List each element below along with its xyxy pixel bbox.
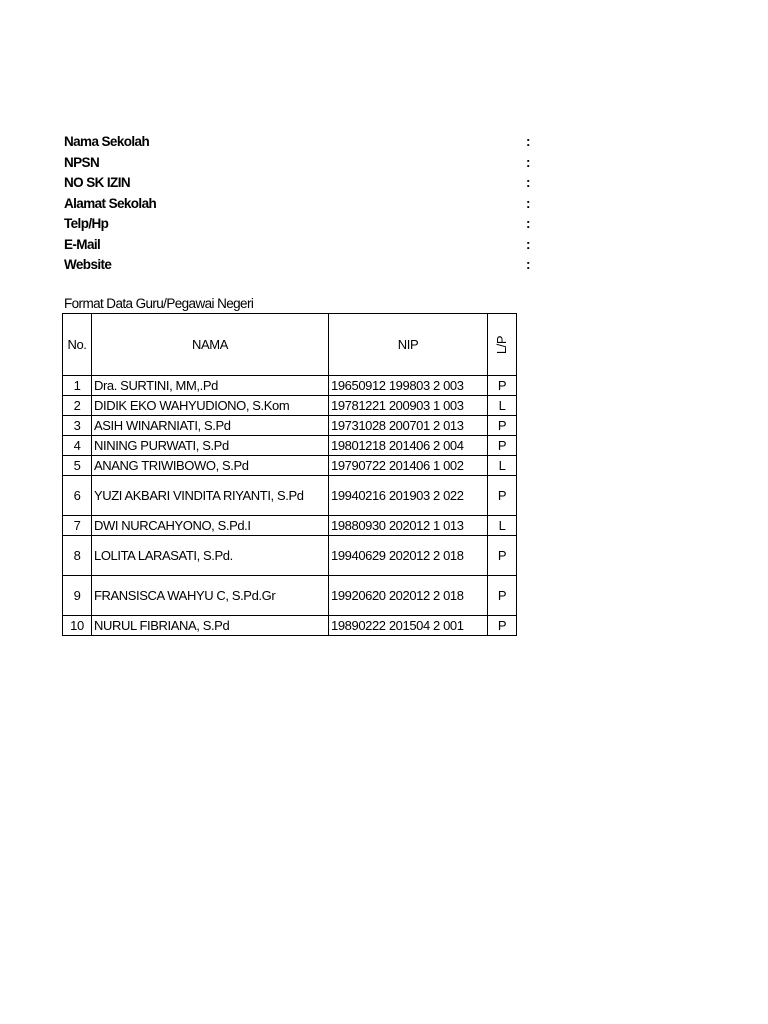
cell-no: 6 xyxy=(63,476,92,516)
cell-nip: 19880930 202012 1 013 xyxy=(329,516,488,536)
info-row-npsn xyxy=(64,153,534,174)
cell-nip: 19790722 201406 1 002 xyxy=(329,456,488,476)
cell-nip: 19781221 200903 1 003 xyxy=(329,396,488,416)
table-row xyxy=(63,396,517,416)
cell-no: 10 xyxy=(63,616,92,636)
info-colon: : xyxy=(526,175,530,190)
cell-nip: 19650912 199803 2 003 xyxy=(329,376,488,396)
header-nama: NAMA xyxy=(92,314,329,376)
school-info-block xyxy=(64,132,534,276)
cell-lp: P xyxy=(488,576,517,616)
info-colon: : xyxy=(526,257,530,272)
info-label: NPSN xyxy=(64,154,100,170)
cell-no: 5 xyxy=(63,456,92,476)
cell-nama: LOLITA LARASATI, S.Pd. xyxy=(92,536,329,576)
cell-lp: L xyxy=(488,396,517,416)
table-row xyxy=(63,436,517,456)
cell-nip: 19940629 202012 2 018 xyxy=(329,536,488,576)
info-colon: : xyxy=(526,195,530,211)
cell-lp: L xyxy=(488,456,517,476)
info-colon: : xyxy=(526,134,530,149)
cell-no: 4 xyxy=(63,436,92,456)
cell-lp: P xyxy=(488,476,517,516)
info-label: E-Mail xyxy=(64,236,101,252)
cell-no: 9 xyxy=(63,576,92,616)
section-title: Format Data Guru/Pegawai Negeri xyxy=(64,296,254,311)
cell-nama: DWI NURCAHYONO, S.Pd.I xyxy=(92,516,329,536)
cell-nama: ASIH WINARNIATI, S.Pd xyxy=(92,416,329,436)
cell-no: 8 xyxy=(63,536,92,576)
info-row-telp-hp xyxy=(64,214,534,235)
cell-lp: P xyxy=(488,416,517,436)
info-label: Website xyxy=(64,257,112,272)
table-row xyxy=(63,456,517,476)
info-label: Alamat Sekolah xyxy=(64,195,157,211)
cell-nama: YUZI AKBARI VINDITA RIYANTI, S.Pd xyxy=(92,476,329,516)
cell-nama: FRANSISCA WAHYU C, S.Pd.Gr xyxy=(92,576,329,616)
table-header-row xyxy=(63,314,517,376)
cell-nip: 19920620 202012 2 018 xyxy=(329,576,488,616)
cell-nama: DIDIK EKO WAHYUDIONO, S.Kom xyxy=(92,396,329,416)
cell-lp: P xyxy=(488,536,517,576)
header-lp xyxy=(488,314,517,376)
info-colon: : xyxy=(526,236,530,252)
cell-nama: Dra. SURTINI, MM,.Pd xyxy=(92,376,329,396)
cell-nama: NURUL FIBRIANA, S.Pd xyxy=(92,616,329,636)
table-row xyxy=(63,536,517,576)
cell-nip: 19801218 201406 2 004 xyxy=(329,436,488,456)
cell-lp: P xyxy=(488,376,517,396)
cell-nama: NINING PURWATI, S.Pd xyxy=(92,436,329,456)
info-label: NO SK IZIN xyxy=(64,175,131,190)
cell-lp: L xyxy=(488,516,517,536)
cell-no: 7 xyxy=(63,516,92,536)
info-row-email xyxy=(64,235,534,256)
header-no: No. xyxy=(63,314,92,376)
table-row xyxy=(63,376,517,396)
cell-nip: 19940216 201903 2 022 xyxy=(329,476,488,516)
table-row xyxy=(63,516,517,536)
header-nip: NIP xyxy=(329,314,488,376)
cell-no: 3 xyxy=(63,416,92,436)
info-label: Nama Sekolah xyxy=(64,134,150,149)
info-row-nama-sekolah xyxy=(64,132,534,153)
table-row xyxy=(63,476,517,516)
cell-no: 2 xyxy=(63,396,92,416)
cell-lp: P xyxy=(488,616,517,636)
teacher-table xyxy=(62,313,517,636)
cell-nip: 19890222 201504 2 001 xyxy=(329,616,488,636)
cell-nama: ANANG TRIWIBOWO, S.Pd xyxy=(92,456,329,476)
info-row-website xyxy=(64,255,534,276)
info-row-no-sk-izin xyxy=(64,173,534,194)
info-row-alamat-sekolah xyxy=(64,194,534,215)
info-colon: : xyxy=(526,216,530,231)
info-label: Telp/Hp xyxy=(64,216,109,231)
table-row xyxy=(63,576,517,616)
table-row xyxy=(63,416,517,436)
table-row xyxy=(63,616,517,636)
cell-nip: 19731028 200701 2 013 xyxy=(329,416,488,436)
info-colon: : xyxy=(526,154,530,170)
header-lp-label: L/P xyxy=(493,335,509,354)
cell-no: 1 xyxy=(63,376,92,396)
cell-lp: P xyxy=(488,436,517,456)
